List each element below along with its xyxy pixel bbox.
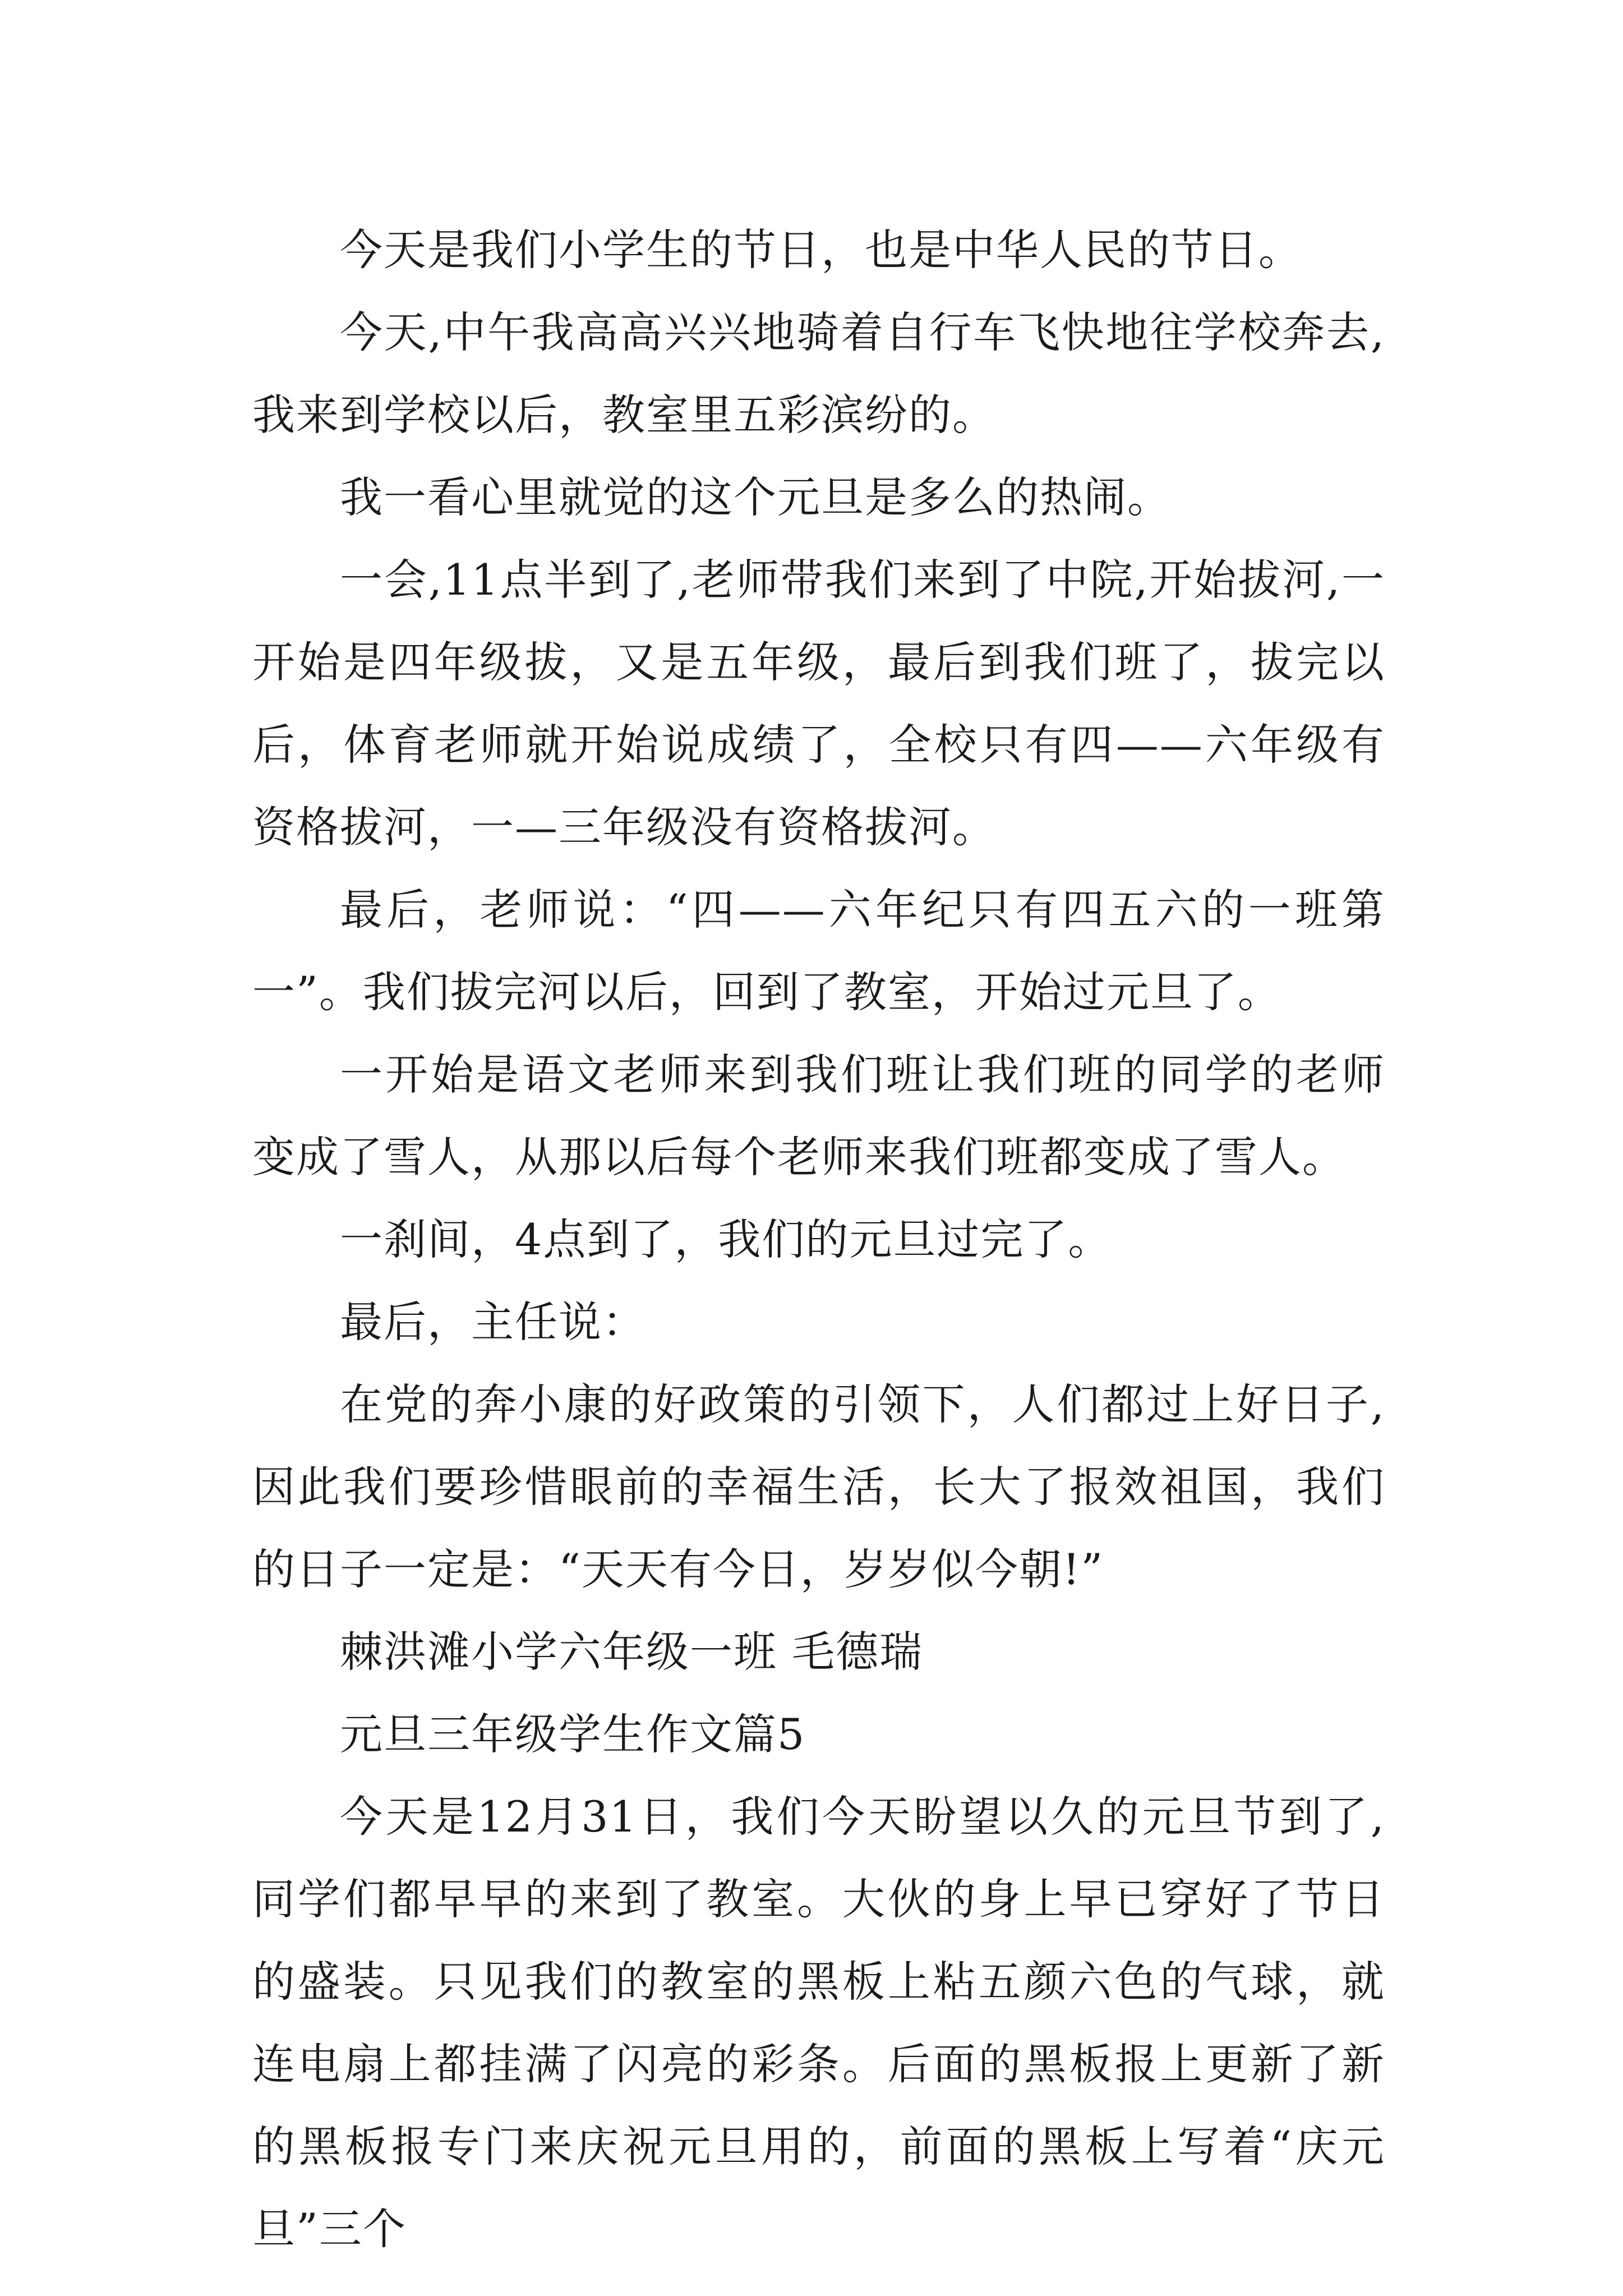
- paragraph: 最后，老师说：“四——六年纪只有四五六的一班第一”。我们拔完河以后，回到了教室，开始过元旦了。: [252, 885, 1385, 1017]
- paragraph: 一会,11点半到了,老师带我们来到了中院,开始拔河,一开始是四年级拔，又是五年级，最后到我们班了，拔完以后，体育老师就开始说成绩了，全校只有四——六年级有资格拔河，一—三年级没有资格拔河。: [252, 555, 1385, 852]
- paragraph: 今天,中午我高高兴兴地骑着自行车飞快地往学校奔去,我来到学校以后，教室里五彩滨纷的。: [252, 307, 1385, 440]
- paragraph: 今天是我们小学生的节日，也是中华人民的节日。: [340, 225, 1302, 275]
- paragraph: 在党的奔小康的好政策的引领下，人们都过上好日子,因此我们要珍惜眼前的幸福生活，长大了报效祖国，我们的日子一定是：“天天有今日，岁岁似今朝!”: [252, 1379, 1385, 1594]
- document-body: [252, 209, 1385, 2270]
- paragraph: 一刹间，4点到了，我们的元旦过完了。: [340, 1214, 1112, 1264]
- paragraph: 最后，主任说：: [340, 1297, 646, 1347]
- paragraph: 今天是12月31日，我们今天盼望以久的元旦节到了,同学们都早早的来到了教室。大伙的身上早已穿好了节日的盛装。只见我们的教室的黑板上粘五颜六色的气球，就连电扇上都挂满了闪亮的彩条。后面的黑板报上更新了新的黑板报专门来庆祝元旦用的，前面的黑板上写着“庆元旦”三个: [252, 1792, 1385, 2254]
- paragraph: 我一看心里就觉的这个元旦是多么的热闹。: [340, 472, 1171, 522]
- author-line: 棘洪滩小学六年级一班 毛德瑞: [340, 1627, 924, 1677]
- paragraph: 一开始是语文老师来到我们班让我们班的同学的老师变成了雪人，从那以后每个老师来我们班都变成了雪人。: [252, 1050, 1385, 1182]
- section-title: 元旦三年级学生作文篇5: [340, 1709, 806, 1759]
